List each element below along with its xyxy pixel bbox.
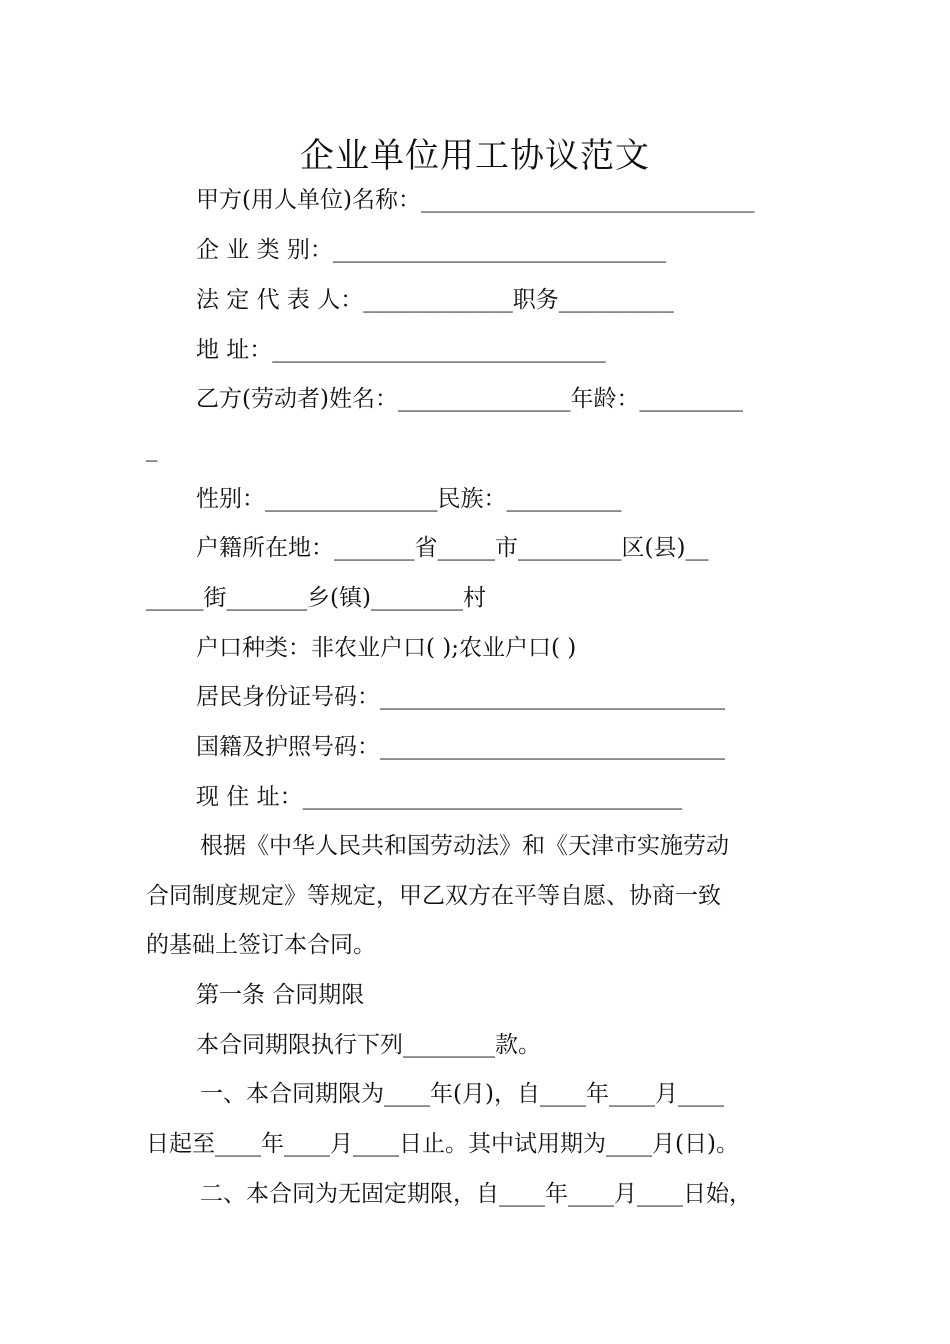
- household-registration-line-continued: _____街_______乡(镇)________村: [146, 585, 486, 611]
- article-1-clause-1-line-2: 日起至____年____月____日止。其中试用期为____月(日)。: [146, 1131, 739, 1157]
- nationality-passport-line: 国籍及护照号码：______________________________: [196, 734, 725, 760]
- party-a-name-line: 甲方(用人单位)名称：_____________________________: [196, 187, 755, 213]
- preamble-line-1: 根据《中华人民共和国劳动法》和《天津市实施劳动: [200, 833, 729, 859]
- document-title: 企业单位用工协议范文: [300, 136, 650, 176]
- article-1-clause-1-line-1: 一、本合同期限为____年(月)，自____年____月____: [200, 1081, 724, 1107]
- id-number-line: 居民身份证号码：______________________________: [196, 684, 725, 710]
- party-b-name-line: 乙方(劳动者)姓名：_______________年龄：_________: [196, 386, 743, 412]
- article-1-heading: 第一条 合同期限: [196, 982, 365, 1008]
- article-1-clause-2-line-1: 二、本合同为无固定期限，自____年____月____日始，: [200, 1181, 752, 1207]
- preamble-line-3: 的基础上签订本合同。: [146, 932, 376, 958]
- preamble-line-2: 合同制度规定》等规定，甲乙双方在平等自愿、协商一致: [146, 883, 721, 909]
- household-registration-line: 户籍所在地：_______省_____市_________区(县)__: [196, 535, 709, 561]
- address-line: 地 址：_____________________________: [196, 337, 606, 363]
- household-type-line: 户口种类：非农业户口( );农业户口( ): [196, 635, 577, 661]
- party-b-name-line-continued: _: [146, 436, 158, 462]
- legal-representative-line: 法 定 代 表 人：_____________职务__________: [196, 287, 674, 313]
- enterprise-type-line: 企 业 类 别：_____________________________: [196, 237, 667, 263]
- gender-ethnicity-line: 性别：_______________民族：__________: [196, 486, 622, 512]
- current-address-line: 现 住 址：_________________________________: [196, 784, 683, 810]
- article-1-intro: 本合同期限执行下列________款。: [196, 1032, 541, 1058]
